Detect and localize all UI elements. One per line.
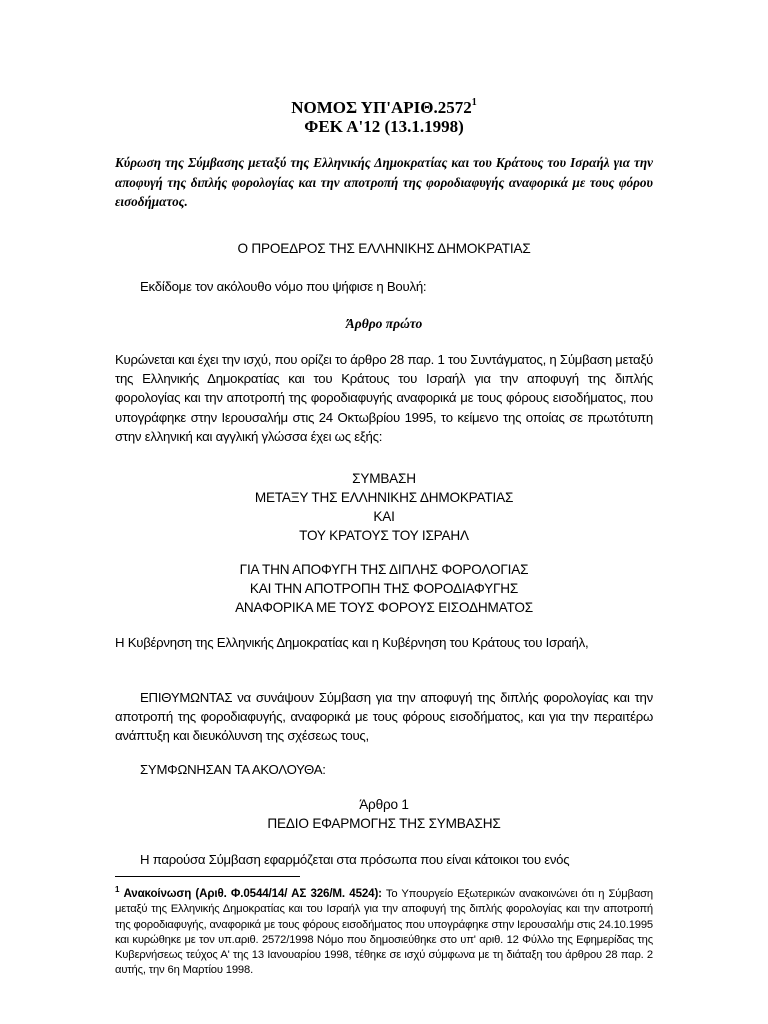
- desiring-paragraph: ΕΠΙΘΥΜΩΝΤΑΣ να συνάψουν Σύμβαση για την αποφυγή της διπλής φορολογίας και την αποτροπή της φοροδιαφυγής, αναφορικά με τους φόρους εισοδήματος, και για την περαιτέρω ανάπτυξη και διευκόλυνση της σχέσεως τους,: [115, 690, 653, 744]
- gazette-reference: ΦΕΚ Α'12 (13.1.1998): [304, 117, 464, 136]
- law-title: [0, 92, 768, 119]
- convention-heading-line: ΚΑΙ: [373, 509, 395, 524]
- article-first-heading: Άρθρο πρώτο: [345, 316, 423, 331]
- purpose-heading-line: ΚΑΙ ΤΗΝ ΑΠΟΤΡΟΠΗ ΤΗΣ ΦΟΡΟΔΙΑΦΥΓΗΣ: [249, 581, 519, 596]
- article-1-number: Άρθρο 1: [359, 797, 409, 812]
- footnote: [115, 882, 653, 979]
- convention-heading-line: ΣΥΜΒΑΣΗ: [352, 471, 416, 486]
- article-1-text: Η παρούσα Σύμβαση εφαρμόζεται στα πρόσωπα που είναι κάτοικοι του ενός: [140, 852, 570, 867]
- footnote-mark: 1: [115, 885, 120, 894]
- ratification-paragraph: Κυρώνεται και έχει την ισχύ, που ορίζει το άρθρο 28 παρ. 1 του Συντάγματος, η Σύμβαση μεταξύ της Ελληνικής Δημοκρατίας και του Κράτους του Ισραήλ για την αποφυγή της διπλής φορολογίας και την αποτροπή της φοροδιαφυγής αναφορικά με τους φόρους εισοδήματος, που υπογράφηκε στην Ιερουσαλήμ στις 24 Οκτωβρίου 1995, το κείμενο της οποίας σε πρωτότυπη στην ελληνική και αγγλική γλώσσα έχει ως εξής:: [115, 352, 653, 444]
- law-abstract: Κύρωση της Σύμβασης μεταξύ της Ελληνικής Δημοκρατίας και του Κράτους του Ισραήλ για την αποφυγή της διπλής φορολογίας και την αποτροπή της φοροδιαφυγής αναφορικά με τους φόρου εισοδήματος.: [115, 155, 653, 209]
- footnote-text: Το Υπουργείο Εξωτερικών ανακοινώνει ότι η Σύμβαση μεταξύ της Ελληνικής Δημοκρατίας και του Ισραήλ για την αποφυγή της διπλής φορολογίας και την αποτροπή της φοροδιαφυγής, αναφορικά με τους φόρους εισοδήματος που υπογράφηκε στην Ιερουσαλήμ στις 24.10.1995 και κυρώθηκε με τον υπ.αριθ. 2572/1998 Νόμο που δημοσιεύθηκε στο υπ' αριθ. 12 Φύλλο της Εφημερίδας της Κυβερνήσεως τεύχος Α' της 13 Ιανουαρίου 1998, τέθηκε σε ισχύ σύμφωνα με τη διάταξη του άρθρου 28 παρ. 2 αυτής, την 6η Μαρτίου 1998.: [115, 888, 653, 977]
- convention-heading-line: ΤΟΥ ΚΡΑΤΟΥΣ ΤΟΥ ΙΣΡΑΗΛ: [299, 528, 469, 543]
- purpose-heading-line: ΓΙΑ ΤΗΝ ΑΠΟΦΥΓΗ ΤΗΣ ΔΙΠΛΗΣ ΦΟΡΟΛΟΓΙΑΣ: [239, 562, 529, 577]
- president-heading: Ο ΠΡΟΕΔΡΟΣ ΤΗΣ ΕΛΛΗΝΙΚΗΣ ΔΗΜΟΚΡΑΤΙΑΣ: [237, 241, 531, 256]
- article-1-title: ΠΕΔΙΟ ΕΦΑΡΜΟΓΗΣ ΤΗΣ ΣΥΜΒΑΣΗΣ: [267, 816, 501, 831]
- footnote-separator: [115, 876, 300, 877]
- purpose-heading-line: ΑΝΑΦΟΡΙΚΑ ΜΕ ΤΟΥΣ ΦΟΡΟΥΣ ΕΙΣΟΔΗΜΑΤΟΣ: [235, 600, 533, 615]
- footnote-heading: Ανακοίνωση (Αριθ. Φ.0544/14/ ΑΣ 326/Μ. 4524):: [123, 887, 382, 900]
- issue-line: Εκδίδομε τον ακόλουθο νόμο που ψήφισε η Βουλή:: [140, 279, 427, 294]
- agreed-line: ΣΥΜΦΩΝΗΣΑΝ ΤΑ ΑΚΟΛΟΥΘΑ:: [140, 762, 326, 777]
- law-title-text: ΝΟΜΟΣ ΥΠ'ΑΡΙΘ.2572: [291, 98, 472, 117]
- convention-heading-line: ΜΕΤΑΞΥ ΤΗΣ ΕΛΛΗΝΙΚΗΣ ΔΗΜΟΚΡΑΤΙΑΣ: [254, 490, 514, 505]
- footnote-reference[interactable]: 1: [471, 97, 477, 108]
- governments-paragraph: Η Κυβέρνηση της Ελληνικής Δημοκρατίας και η Κυβέρνηση του Κράτους του Ισραήλ,: [115, 635, 589, 650]
